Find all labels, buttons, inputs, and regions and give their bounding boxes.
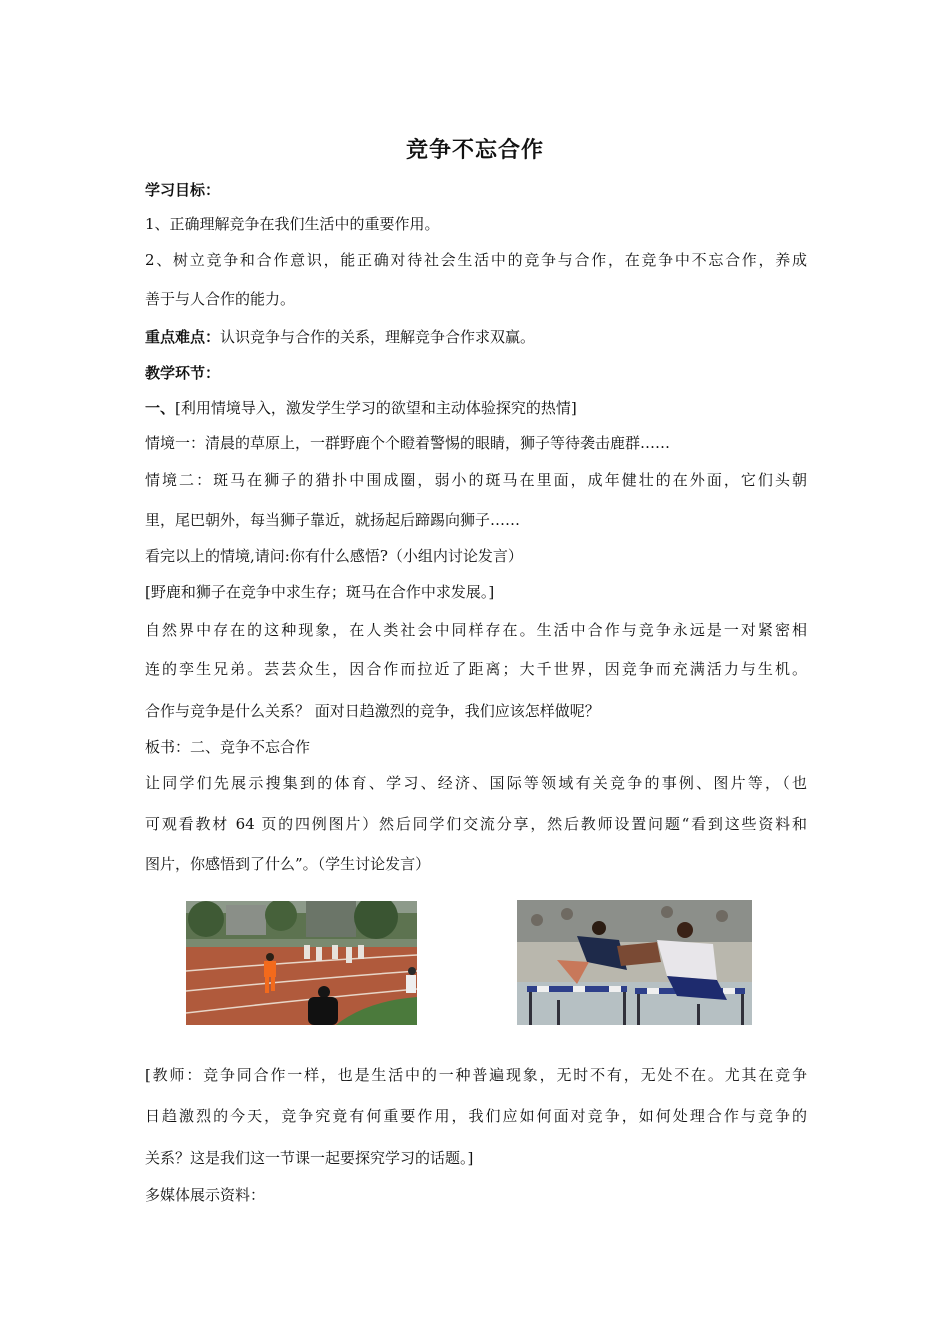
question-1: 看完以上的情境,请问:你有什么感悟?（小组内讨论发言）	[145, 547, 523, 565]
share-line-3: 图片，你感悟到了什么”。（学生讨论发言）	[145, 855, 431, 873]
running-track-photo	[186, 901, 417, 1025]
key-points-label: 重点难点：	[145, 328, 221, 346]
share-line-2: 可观看教材 64 页的四例图片）然后同学们交流分享，然后教师设置问题“看到这些资料和	[145, 815, 807, 833]
scene-2-line-2: 里，尾巴朝外，每当狮子靠近，就扬起后蹄踢向狮子……	[145, 511, 521, 529]
hurdles-race-photo	[517, 900, 752, 1025]
step-1-text: [利用情境导入，激发学生学习的欲望和主动体验探究的热情]	[175, 399, 577, 417]
objective-1: 1、正确理解竞争在我们生活中的重要作用。	[145, 215, 440, 233]
step-1	[145, 398, 807, 418]
objective-2-line-1: 2、树立竞争和合作意识，能正确对待社会生活中的竞争与合作，在竞争中不忘合作，养成	[145, 251, 807, 269]
scene-1: 情境一：清晨的草原上，一群野鹿个个瞪着警惕的眼睛，狮子等待袭击鹿群……	[145, 434, 671, 452]
step-1-label: 一、	[145, 399, 176, 417]
steps-heading: 教学环节：	[145, 364, 221, 382]
key-points	[145, 327, 807, 347]
objective-2-line-2: 善于与人合作的能力。	[145, 290, 296, 308]
nature-line-1: 自然界中存在的这种现象，在人类社会中同样存在。生活中合作与竞争永远是一对紧密相	[145, 621, 807, 639]
teacher-line-3: 关系？这是我们这一节课一起要探究学习的话题。]	[145, 1149, 474, 1167]
teacher-line-1: [教师：竞争同合作一样，也是生活中的一种普遍现象，无时不有，无处不在。尤其在竞争	[145, 1066, 807, 1084]
question-2: 合作与竞争是什么关系？ 面对日趋激烈的竞争，我们应该怎样做呢？	[145, 702, 600, 720]
nature-line-2: 连的孪生兄弟。芸芸众生，因合作而拉近了距离；大千世界，因竞争而充满活力与生机。	[145, 660, 807, 678]
share-line-1: 让同学们先展示搜集到的体育、学习、经济、国际等领域有关竞争的事例、图片等，（也	[145, 774, 807, 792]
objectives-heading: 学习目标：	[145, 181, 221, 199]
teacher-line-2: 日趋激烈的今天，竞争究竟有何重要作用，我们应如何面对竞争，如何处理合作与竞争的	[145, 1107, 807, 1125]
page-title: 竞争不忘合作	[405, 138, 544, 163]
board-writing: 板书：二、竞争不忘合作	[145, 738, 311, 756]
key-points-text: 认识竞争与合作的关系，理解竞争合作求双赢。	[220, 328, 536, 346]
media-heading: 多媒体展示资料：	[145, 1186, 266, 1204]
answer-1: [野鹿和狮子在竞争中求生存；斑马在合作中求发展。]	[145, 583, 495, 601]
scene-2-line-1: 情境二：斑马在狮子的猎扑中围成圈，弱小的斑马在里面，成年健壮的在外面，它们头朝	[145, 471, 807, 489]
